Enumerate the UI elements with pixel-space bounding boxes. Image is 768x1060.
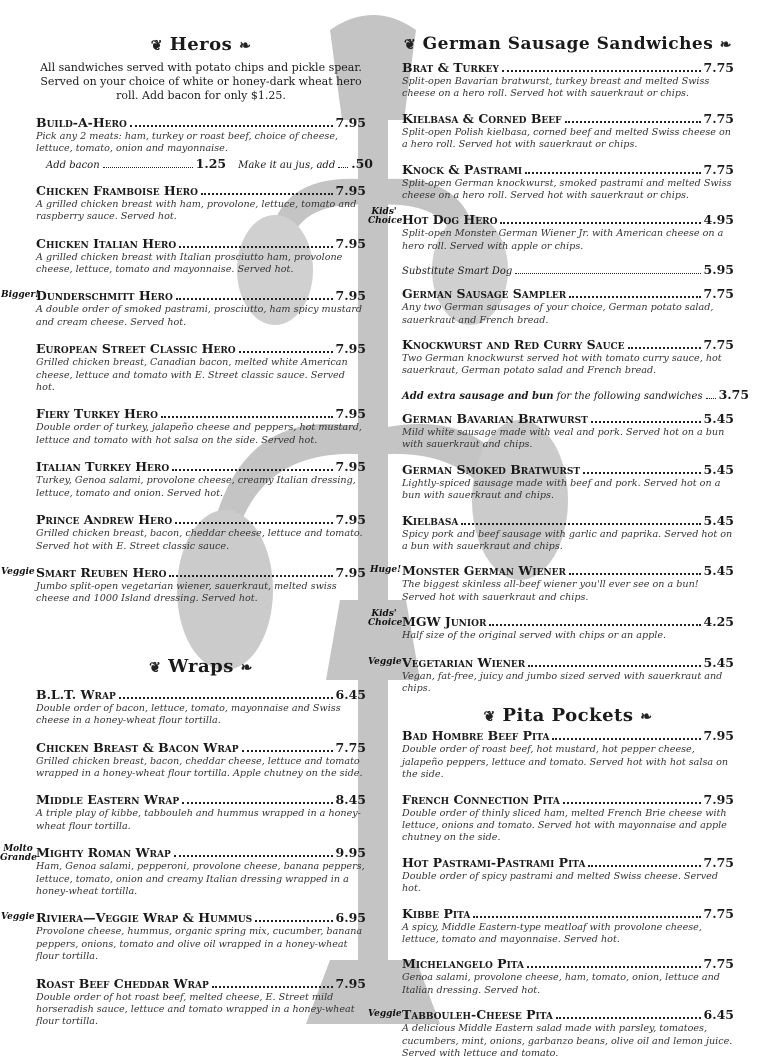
dot-leader [583,472,700,474]
item-description: Double order of thinly sliced ham, melted French Brie cheese with lettuce, onions and tomato. Served hot with mayonnaise and apple chutney on the side. [402,807,727,844]
menu-item [368,609,734,642]
dot-leader [588,865,700,867]
bigger-tag: Bigger! [1,290,40,301]
item-name: Monster German Wiener [402,563,567,579]
item-price: 7.75 [703,337,734,353]
item-name: German Smoked Bratwurst [402,461,581,477]
left-column [0,34,373,1029]
dot-leader [569,296,700,298]
add-extra-label: Add extra sausage and bun [402,390,554,402]
menu-item [402,792,734,845]
item-price: 7.75 [703,161,734,177]
item-description: Pick any 2 meats: ham, turkey or roast beef, choice of cheese, lettuce, tomato, onion and mayonnaise. [36,131,339,155]
pita-title-text: Pita Pockets [502,705,634,727]
item-description: Half size of the original served with chips or an apple. [402,630,667,642]
item-description: Double order of bacon, lettuce, tomato, mayonnaise and Swiss cheese in a honey-wheat flour tortilla. [36,702,341,727]
dot-leader [182,802,332,804]
dot-leader [176,298,333,300]
dot-leader [473,916,700,918]
item-name: Hot Pastrami-Pastrami Pita [402,854,586,870]
item-name: Brat & Turkey [402,60,499,75]
item-price: 6.45 [703,1007,734,1023]
dot-leader [565,121,701,123]
kids-choice-tag: Kids' Choice [368,609,403,629]
dot-leader [242,750,333,752]
item-price: 7.75 [703,110,734,126]
item-description: Split-open Polish kielbasa, corned beef and melted Swiss cheese on a hero roll. Served hot with sauerkraut or chips. [402,126,731,151]
dot-leader [119,697,333,699]
item-name: Smart Reuben Hero [36,564,167,580]
item-name: Prince Andrew Hero [36,512,173,528]
menu-item [36,341,366,394]
item-price: 7.95 [335,512,366,528]
item-description: Split-open German knockwurst, smoked pastrami and melted Swiss cheese on a hero roll. Served hot with sauerkraut or chips. [402,177,732,202]
item-price: 7.95 [335,459,366,475]
item-description: Double order of spicy pastrami and melted Swiss cheese. Served hot. [402,870,718,895]
menu-item [1,288,366,329]
item-price: 7.95 [335,564,366,580]
item-description: Split-open Bavarian bratwurst, turkey breast and melted Swiss cheese on a hero roll. Served hot with sauerkraut or chips. [402,76,710,100]
item-price: 7.75 [703,60,734,75]
dot-leader [239,351,333,353]
menu-item [402,855,734,896]
veggie-tag: Veggie [1,912,35,923]
dot-leader [461,523,700,525]
item-name: Hot Dog Hero [402,212,498,228]
item-price: 5.45 [703,563,734,579]
menu-item [402,462,734,503]
veggie-tag: Veggie [368,656,402,667]
dot-leader [201,193,333,195]
add-extra-sausage-line [402,386,750,402]
right-column [368,34,750,1060]
menu-item [402,111,734,152]
item-name: French Connection Pita [402,791,560,807]
menu-item [36,115,373,171]
dot-leader [489,624,700,626]
item-name: Knock & Pastrami [402,161,523,177]
substitute-price: 5.95 [703,262,734,278]
menu-item [368,654,734,696]
german-section-title [402,34,734,54]
dot-leader [556,1017,701,1019]
dot-leader [502,70,701,72]
substitute-line [402,262,734,277]
menu-item [36,183,366,224]
add-bacon-label: Add bacon [46,159,100,171]
item-price: 7.95 [335,235,366,251]
item-description: A delicious Middle Eastern salad made with parsley, tomatoes, cucumbers, mint, onions, garbanzo beans, olive oil and lemon juice. Served with lettuce and tomato. [402,1023,733,1060]
dot-leader [569,573,701,575]
item-name: Bad Hombre Beef Pita [402,728,550,744]
menu-item [368,1007,734,1060]
menu-item [36,687,366,728]
dot-leader [552,738,700,740]
item-price: 4.95 [703,212,734,228]
item-price: 4.25 [703,614,734,630]
item-name: Roast Beef Cheddar Wrap [36,975,209,991]
menu-item [370,563,734,604]
item-name: Kielbasa & Corned Beef [402,110,562,126]
item-price: 7.75 [335,739,366,755]
dot-leader [525,172,700,174]
item-description: Double order of turkey, jalapeño cheese and peppers, hot mustard, lettuce and tomato with hot salsa on the side. Served hot. [36,422,362,446]
german-title-text: German Sausage Sandwiches [422,34,714,54]
ornament-left-icon: ❦ [404,37,417,53]
dot-leader [174,855,333,857]
dot-leader [255,920,332,922]
menu-item [1,564,366,606]
item-name: Mighty Roman Wrap [36,845,171,861]
item-name: Italian Turkey Hero [36,459,170,475]
add-bacon-price: 1.25 [195,155,227,171]
dot-leader [172,469,332,471]
item-price: 6.45 [335,686,366,702]
item-description: Vegan, fat-free, juicy and jumbo sized served with sauerkraut and chips. [402,670,723,694]
ornament-left-icon: ❦ [149,659,162,676]
dot-leader [175,522,332,524]
menu-item [36,236,366,277]
item-description: Turkey, Genoa salami, provolone cheese, creamy Italian dressing, lettuce, tomato and onion. Served hot. [36,475,356,499]
item-name: Dunderschmitt Hero [36,288,173,304]
item-description: A grilled chicken breast with ham, provolone, lettuce, tomato and raspberry sauce. Served hot. [36,198,357,223]
item-price: 7.95 [335,975,366,991]
item-name: German Bavarian Bratwurst [402,410,588,426]
ornament-right-icon: ❧ [240,659,253,676]
menu-item [1,910,366,963]
menu-item [36,406,366,447]
ornament-left-icon: ❦ [150,38,163,54]
item-description: Any two German sausages of your choice, German potato salad, sauerkraut and French bread. [402,302,714,326]
item-description: Two German knockwurst served hot with tomato curry sauce, hot sauerkraut, German potato salad and French bread. [402,353,722,377]
item-price: 5.45 [703,410,734,426]
menu-item [402,906,734,947]
item-name: MGW Junior [402,614,487,630]
item-description: A triple play of kibbe, tabbouleh and hummus wrapped in a honey-wheat flour tortilla. [36,808,361,832]
menu-item [402,956,734,997]
dot-leader [212,986,333,988]
item-name: Michelangelo Pita [402,956,524,972]
dot-leader [338,167,348,168]
item-name: European Street Classic Hero [36,341,236,357]
add-extra-rest: for the following sandwiches [556,390,703,402]
item-name: Vegetarian Wiener [402,654,526,670]
item-description: Jumbo split-open vegetarian wiener, sauerkraut, melted swiss cheese and 1000 Island dressing. Served hot. [36,580,337,605]
menu-item [402,286,734,327]
veggie-tag: Veggie [1,566,35,577]
item-price: 5.45 [703,654,734,670]
dot-leader [527,966,701,968]
huge-tag: Huge! [370,565,402,576]
item-price: 8.45 [335,792,366,808]
heros-intro: All sandwiches served with potato chips and pickle spear. Served on your choice of white or honey-dark wheat hero roll. Add bacon for only $1.25. [40,61,362,102]
menu-item [36,512,366,553]
menu-item [402,513,734,554]
item-name: B.L.T. Wrap [36,686,116,702]
item-price: 7.95 [335,288,366,304]
heros-title-text: Heros [169,34,233,55]
item-description: The biggest skinless all-beef wiener you'll ever see on a bun! Served hot with sauerkraut and chips. [402,579,699,603]
item-name: Chicken Framboise Hero [36,182,198,198]
item-description: Grilled chicken breast, Canadian bacon, melted white American cheese, lettuce and tomato with E. Street classic sauce. Served hot. [36,357,348,394]
dot-leader [161,416,333,418]
item-price: 7.95 [703,728,734,744]
dot-leader [515,273,700,274]
item-price: 7.95 [335,115,366,130]
item-name: Tabbouleh-Cheese Pita [402,1007,553,1023]
ornament-right-icon: ❧ [239,38,252,54]
item-name: Kielbasa [402,512,459,528]
item-name: German Sausage Sampler [402,286,567,302]
item-price: 7.75 [703,854,734,870]
dot-leader [528,665,700,667]
item-price: 9.95 [335,845,366,861]
item-description: Mild white sausage made with veal and pork. Served hot on a bun with sauerkraut and chips. [402,426,725,451]
item-name: Chicken Italian Hero [36,235,177,251]
item-description: A grilled chicken breast with Italian prosciutto ham, provolone cheese, lettuce, tomato and mayonnaise. Served hot. [36,251,343,276]
item-description: Provolone cheese, hummus, organic spring mix, cucumber, banana peppers, onions, tomato and olive oil wrapped in a honey-wheat flour tortilla. [36,926,363,963]
item-name: Riviera—Veggie Wrap & Hummus [36,910,253,926]
item-description: Ham, Genoa salami, pepperoni, provolone cheese, banana peppers, lettuce, tomato, onion and creamy Italian dressing wrapped in a honey-wheat tortilla. [36,861,365,897]
item-price: 7.75 [703,286,734,302]
menu-item [36,459,366,500]
dot-leader [130,125,333,127]
menu-item [36,976,366,1029]
ornament-left-icon: ❦ [483,709,496,726]
menu-item [36,740,366,781]
item-price: 5.45 [703,512,734,528]
pita-section-title [402,705,734,726]
menu-item [402,411,734,452]
menu-item [0,844,366,898]
au-jus-label: Make it au jus, add [238,159,336,171]
veggie-tag: Veggie [368,1009,402,1020]
menu-item [402,337,750,402]
item-name: Build-A-Hero [36,115,127,130]
add-extra-price: 3.75 [718,386,750,402]
item-price: 5.45 [703,461,734,477]
dot-leader [628,347,701,349]
item-name: Chicken Breast & Bacon Wrap [36,739,239,755]
dot-leader [591,421,701,423]
wraps-title-text: Wraps [168,655,234,677]
item-description: Double order of hot roast beef, melted cheese, E. Street mild horseradish sauce, lettuce and tomato wrapped in a honey-wheat flour tortilla. [36,991,355,1028]
menu-item [368,207,734,278]
item-description: Spicy pork and beef sausage with garlic and paprika. Served hot on a bun with sauerkraut and chips. [402,528,733,552]
item-price: 7.75 [703,956,734,972]
item-price: 7.95 [335,182,366,198]
menu-item [36,792,366,833]
item-price: 7.95 [335,341,366,357]
item-description: Grilled chicken breast, bacon, cheddar cheese, lettuce and tomato. Served hot with E. Street classic sauce. [36,528,363,552]
au-jus-price: .50 [351,155,373,171]
substitute-label: Substitute Smart Dog [402,266,513,278]
item-description: Genoa salami, provolone cheese, ham, tomato, onion, lettuce and Italian dressing. Served hot. [402,972,720,996]
heros-section-title [36,34,366,55]
item-price: 6.95 [335,910,366,926]
item-description: A spicy, Middle Eastern-type meatloaf with provolone cheese, lettuce, tomato and mayonnaise. Served hot. [402,921,702,945]
item-price: 7.75 [703,905,734,921]
item-description: Grilled chicken breast, bacon, cheddar cheese, lettuce and tomato wrapped in a honey-wheat flour tortilla. Apple chutney on the side. [36,755,363,779]
item-description: Lightly-spiced sausage made with beef and pork. Served hot on a bun with sauerkraut and chips. [402,477,721,502]
dot-leader [169,575,332,577]
dot-leader [563,802,701,804]
menu-item [402,728,734,781]
item-name: Kibbe Pita [402,905,471,921]
item-description: Double order of roast beef, hot mustard, hot pepper cheese, jalapeño peppers, lettuce and tomato. Served hot with hot salsa on the side. [402,744,729,781]
dot-leader [179,246,332,248]
item-name: Fiery Turkey Hero [36,406,159,422]
menu-item [402,162,734,203]
item-price: 7.95 [335,406,366,422]
ornament-right-icon: ❧ [719,37,732,53]
item-name: Knockwurst and Red Curry Sauce [402,337,625,353]
item-description: A double order of smoked pastrami, prosciutto, ham spicy mustard and cream cheese. Served hot. [36,304,363,328]
dot-leader [706,398,716,399]
ornament-right-icon: ❧ [640,709,653,726]
item-name: Middle Eastern Wrap [36,792,180,808]
dot-leader [500,222,700,224]
kids-choice-tag: Kids' Choice [368,207,403,227]
item-price: 7.95 [703,791,734,807]
dot-leader [103,167,193,168]
item-description: Split-open Monster German Wiener Jr. with American cheese on a hero roll. Served with apple or chips. [402,228,724,252]
wraps-section-title [36,656,366,677]
add-on-line [36,155,373,171]
molto-grande-tag: Molto Grande [0,844,37,864]
menu-item [402,60,734,101]
